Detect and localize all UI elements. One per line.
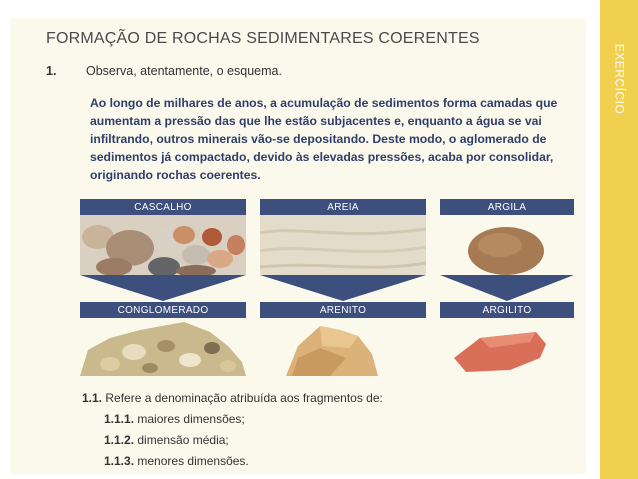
claystone-photo (440, 318, 574, 376)
subitem-number: 1.1.1. (104, 412, 135, 426)
arrow-down-icon (80, 275, 246, 301)
subitem-number: 1.1.3. (104, 454, 135, 468)
subitem-number: 1.1.2. (104, 433, 135, 447)
side-tab-label: EXERCÍCIO (612, 43, 627, 115)
subitem-1-1-1 (104, 412, 245, 426)
subitem-1-1-3 (104, 454, 249, 468)
subitem-text: dimensão média; (137, 433, 229, 447)
subitem-text: menores dimensões. (137, 454, 249, 468)
sand-photo (260, 215, 426, 275)
subquestion-1-1 (82, 391, 383, 405)
question-text: Observa, atentamente, o esquema. (86, 64, 282, 78)
subitem-text: maiores dimensões; (137, 412, 245, 426)
clay-photo (440, 215, 574, 275)
question-number: 1. (46, 64, 57, 78)
arrow-down-icon (440, 275, 574, 301)
question-1 (46, 64, 282, 78)
sediment-label-areia: AREIA (260, 199, 426, 215)
subitem-1-1-2 (104, 433, 229, 447)
rock-label-conglomerado: CONGLOMERADO (80, 302, 246, 318)
sandstone-photo (260, 318, 426, 376)
page-title: FORMAÇÃO DE ROCHAS SEDIMENTARES COERENTES (46, 30, 480, 47)
sediment-label-argila: ARGILA (440, 199, 574, 215)
rock-label-arenito: ARENITO (260, 302, 426, 318)
intro-paragraph: Ao longo de milhares de anos, a acumulação de sedimentos forma camadas que aumentam a pressão das que lhe estão subjacentes e, enquanto a água se vai infiltrando, outros minerais vão-se depositando. Deste modo, o aglomerado de sedimentos já compactado, devido às elevadas pressões, acaba por consolidar, originando rochas coerentes. (90, 96, 558, 182)
sediment-label-cascalho: CASCALHO (80, 199, 246, 215)
rock-label-argilito: ARGILITO (440, 302, 574, 318)
gravel-photo (80, 215, 246, 275)
subquestion-text: Refere a denominação atribuída aos fragmentos de: (105, 391, 383, 405)
conglomerate-photo (80, 318, 246, 376)
subquestion-number: 1.1. (82, 391, 103, 405)
arrow-down-icon (260, 275, 426, 301)
